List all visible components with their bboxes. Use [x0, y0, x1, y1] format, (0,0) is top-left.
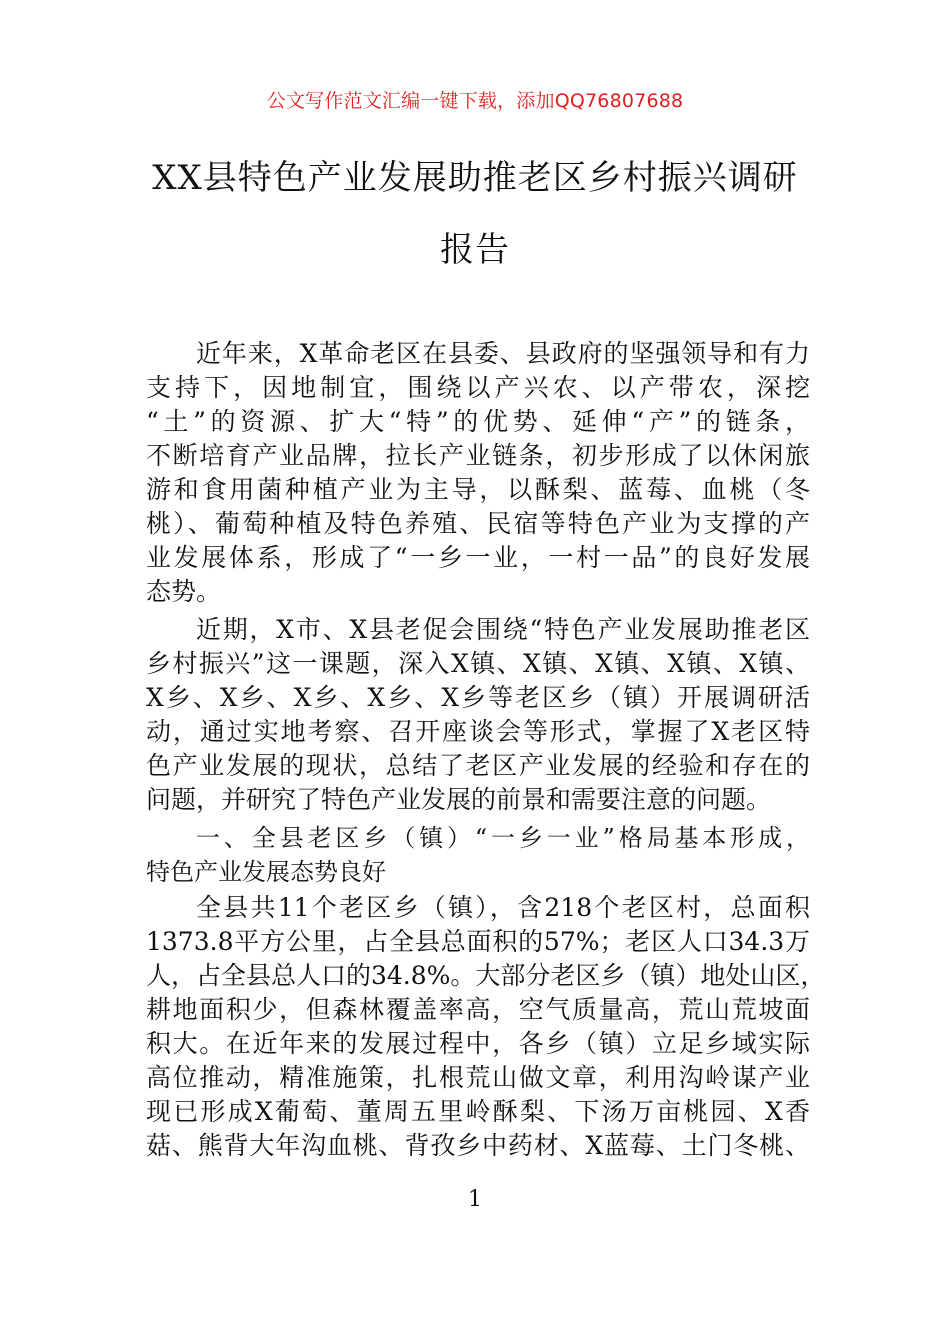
paragraph-2-line-2: 乡村振兴”这一课题，深入X镇、X镇、X镇、X镇、X镇、: [146, 649, 810, 678]
paragraph-2-line-5: 色产业发展的现状，总结了老区产业发展的经验和存在的: [146, 751, 810, 780]
paragraph-3-line-4: 耕地面积少，但森林覆盖率高，空气质量高，荒山荒坡面: [146, 995, 810, 1024]
paragraph-3-line-2: 1373.8平方公里，占全县总面积的57%；老区人口34.3万: [146, 927, 810, 956]
paragraph-3-line-5: 积大。在近年来的发展过程中，各乡（镇）立足乡域实际: [146, 1029, 810, 1058]
section-heading-line-2: 特色产业发展态势良好: [146, 858, 386, 886]
paragraph-2-line-1: 近期，X市、X县老促会围绕“特色产业发展助推老区: [196, 615, 810, 644]
paragraph-1-line-5: 游和食用菌种植产业为主导，以酥梨、蓝莓、血桃（冬: [146, 475, 810, 504]
paragraph-1-line-7: 业发展体系，形成了“一乡一业，一村一品”的良好发展: [146, 543, 810, 572]
paragraph-1-line-8: 态势。: [146, 577, 222, 606]
paragraph-3-line-1: 全县共11个老区乡（镇），含218个老区村，总面积: [196, 893, 810, 922]
paragraph-1-line-3: “土”的资源、扩大“特”的优势、延伸“产”的链条，: [146, 407, 810, 436]
paragraph-3-line-6: 高位推动，精准施策，扎根荒山做文章，利用沟岭谋产业: [146, 1063, 810, 1092]
promo-banner[interactable]: 公文写作范文汇编一键下载，添加QQ76807688: [266, 90, 684, 112]
page-number: 1: [468, 1187, 482, 1212]
paragraph-1-line-1: 近年来，X革命老区在县委、县政府的坚强领导和有力: [196, 339, 810, 368]
paragraph-2-line-6: 问题，并研究了特色产业发展的前景和需要注意的问题。: [146, 785, 772, 814]
paragraph-2-line-3: X乡、X乡、X乡、X乡、X乡等老区乡（镇）开展调研活: [146, 683, 810, 712]
paragraph-1-line-4: 不断培育产业品牌，拉长产业链条，初步形成了以休闲旅: [146, 441, 810, 470]
paragraph-3-line-3: 人，占全县总人口的34.8%。大部分老区乡（镇）地处山区，: [146, 961, 826, 990]
paragraph-3-line-7: 现已形成X葡萄、董周五里岭酥梨、下汤万亩桃园、X香: [146, 1097, 810, 1126]
paragraph-1-line-2: 支持下，因地制宜，围绕以产兴农、以产带农，深挖: [146, 373, 810, 402]
document-title-line-1: XX县特色产业发展助推老区乡村振兴调研: [152, 158, 798, 198]
paragraph-2-line-4: 动，通过实地考察、召开座谈会等形式，掌握了X老区特: [146, 717, 810, 746]
section-heading-line-1: 一、全县老区乡（镇）“一乡一业”格局基本形成，: [196, 824, 810, 852]
paragraph-1-line-6: 桃）、葡萄种植及特色养殖、民宿等特色产业为支撑的产: [146, 509, 810, 538]
paragraph-3-line-8: 菇、熊背大年沟血桃、背孜乡中药材、X蓝莓、土门冬桃、: [146, 1131, 810, 1160]
document-title-line-2: 报告: [440, 230, 510, 270]
